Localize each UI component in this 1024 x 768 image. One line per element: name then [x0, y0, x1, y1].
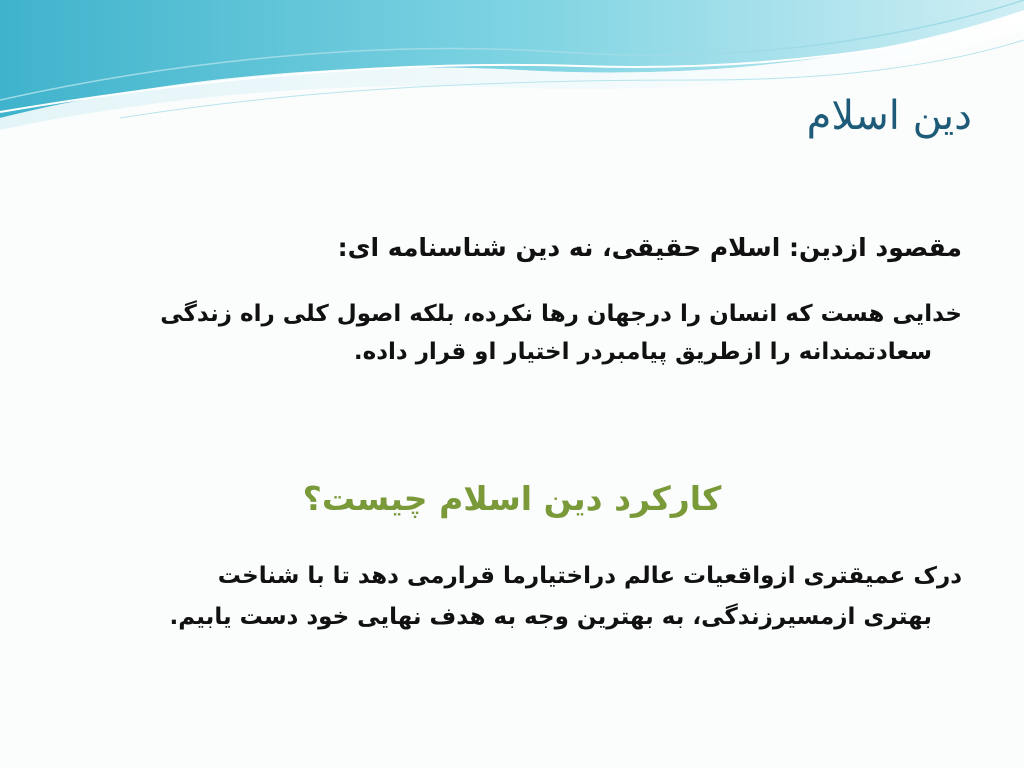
paragraph-definition-line-1: خدایی هست که انسان را درجهان رها نکرده، بلکه اصول کلی راه زندگی	[160, 301, 962, 327]
paragraph-function	[62, 556, 962, 639]
slide-title: دین اسلام	[806, 93, 972, 139]
paragraph-definition	[82, 296, 962, 372]
paragraph-function-line-2: بهتری ازمسیرزندگی، به بهترین وجه به هدف نهایی خود دست یابیم.	[169, 604, 932, 631]
heading-meaning-of-religion: مقصود ازدین: اسلام حقیقی، نه دین شناسنامه ای:	[337, 233, 962, 262]
paragraph-function-line-1: درک عمیقتری ازواقعیات عالم دراختیارما قرارمی دهد تا با شناخت	[217, 563, 962, 589]
question-heading: کارکرد دین اسلام چیست؟	[302, 479, 722, 518]
paragraph-definition-line-2: سعادتمندانه را ازطریق پیامبردر اختیار او قرار داده.	[353, 338, 932, 365]
